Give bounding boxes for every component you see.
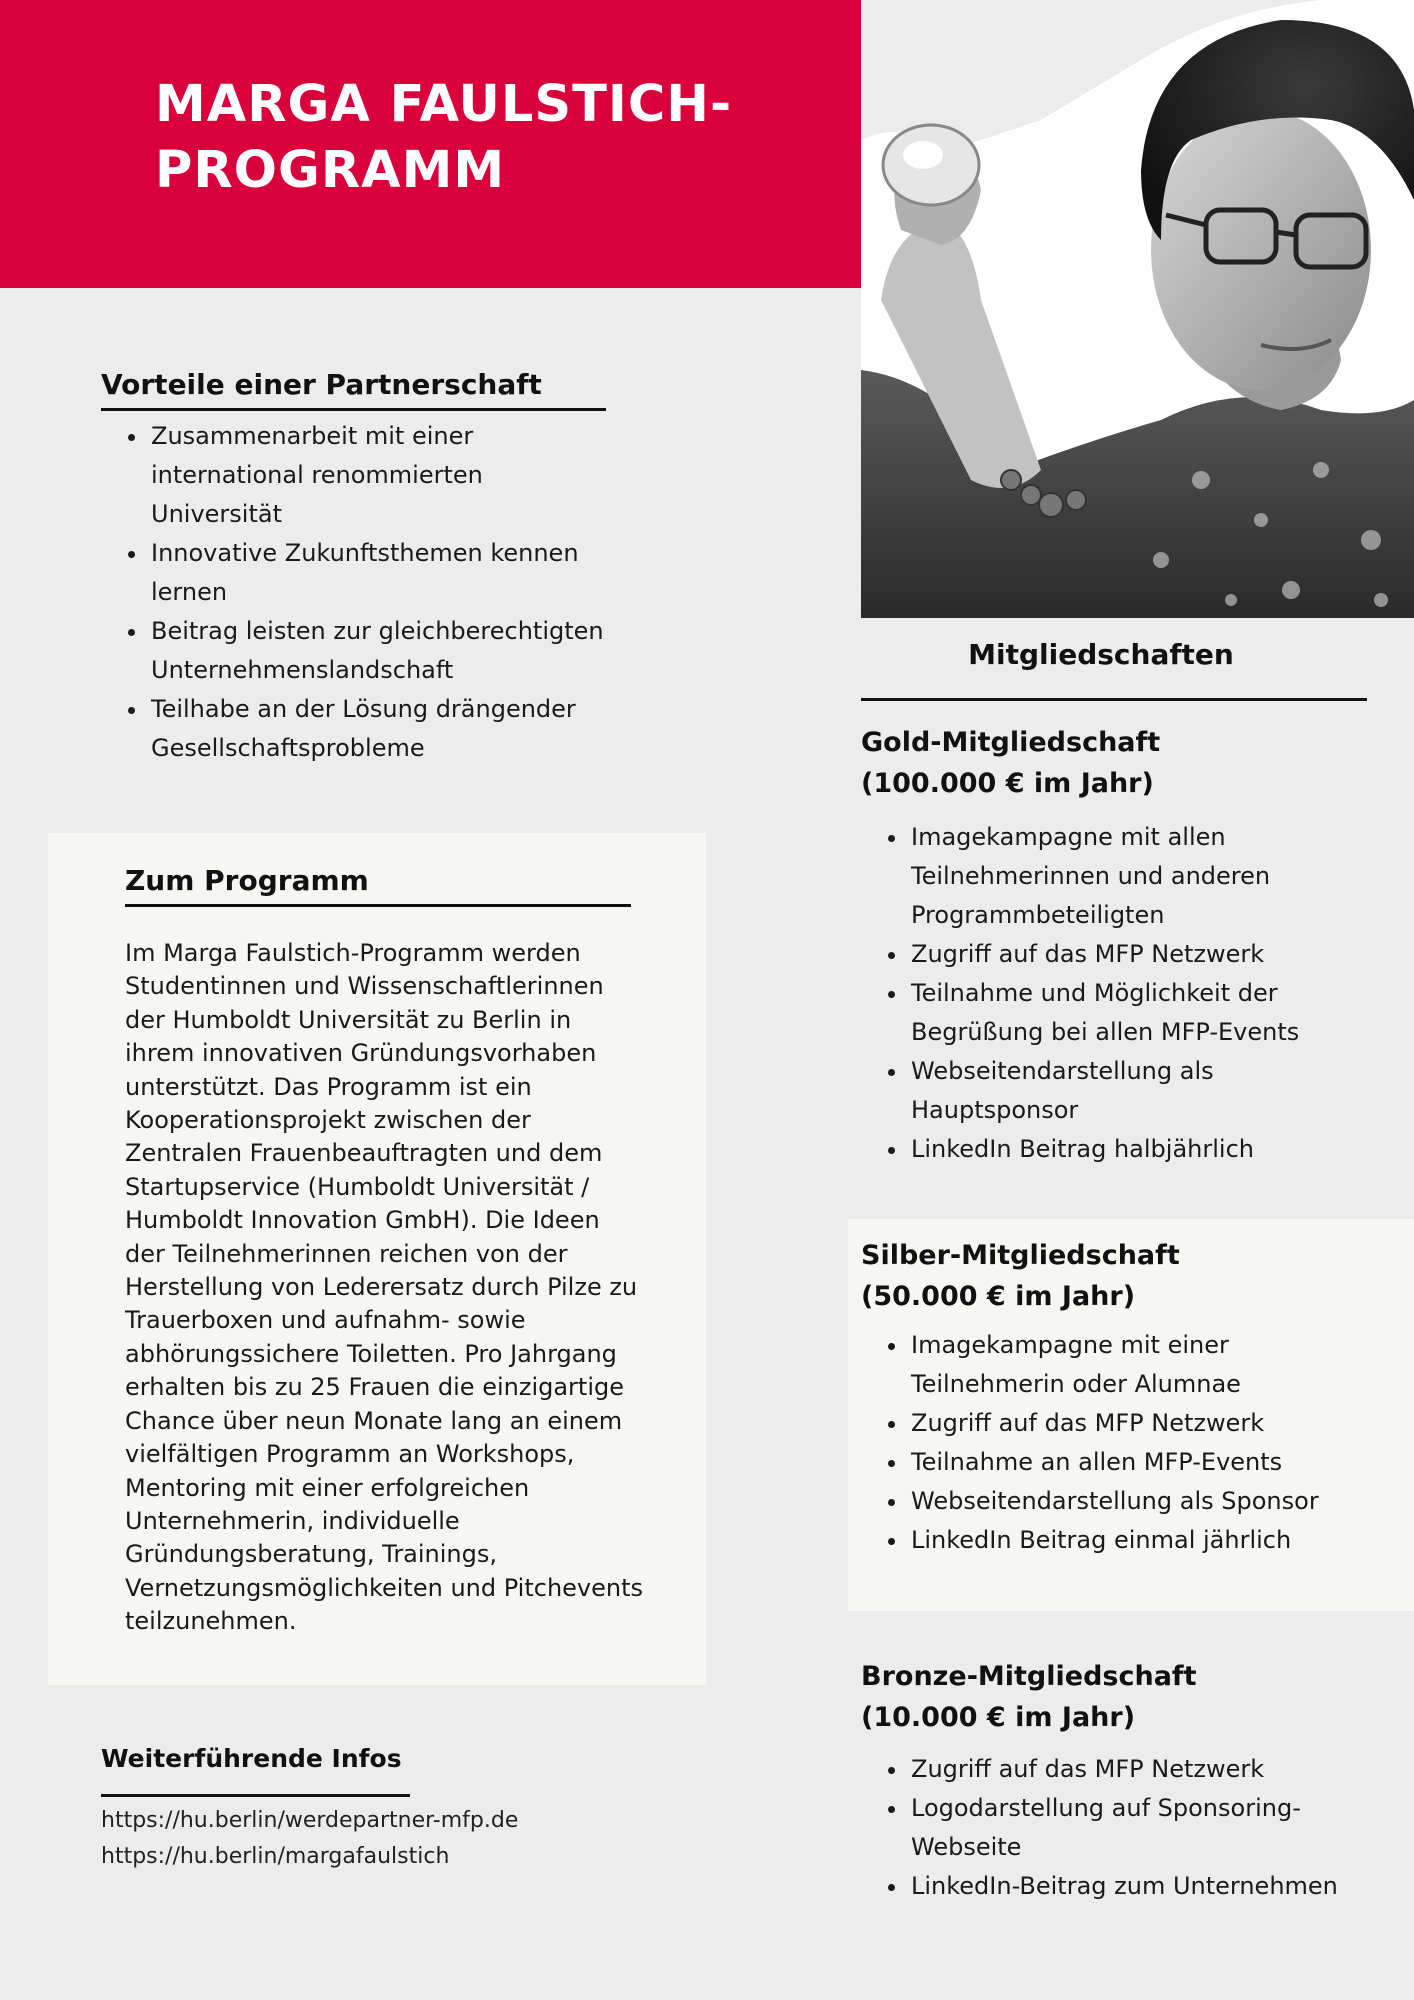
bronze-heading xyxy=(861,1656,1197,1738)
info-link[interactable]: https://hu.berlin/margafaulstich xyxy=(101,1844,450,1869)
list-item: • Teilhabe an der Lösung drängender Gesellschaftsprobleme xyxy=(149,690,621,768)
list-item: • Teilnahme und Möglichkeit der Begrüßung bei allen MFP-Events xyxy=(909,974,1381,1052)
infos-heading: Weiterführende Infos xyxy=(101,1744,402,1773)
list-item: • Beitrag leisten zur gleichberechtigten Unternehmenslandschaft xyxy=(149,612,621,690)
portrait-illustration xyxy=(861,0,1414,618)
title-line-2: PROGRAMM xyxy=(155,141,506,200)
list-item: • Innovative Zukunftsthemen kennen lernen xyxy=(149,534,621,612)
bronze-price: (10.000 € im Jahr) xyxy=(861,1702,1136,1733)
gold-benefits xyxy=(861,818,1381,1169)
gold-name: Gold-Mitgliedschaft xyxy=(861,727,1161,758)
gold-heading xyxy=(861,722,1160,804)
info-links xyxy=(101,1803,518,1875)
list-item: • Zugriff auf das MFP Netzwerk xyxy=(909,935,1381,974)
bronze-benefits xyxy=(861,1750,1381,1906)
vorteile-rule xyxy=(101,408,606,411)
list-item: • LinkedIn Beitrag einmal jährlich xyxy=(909,1521,1381,1560)
silber-heading xyxy=(861,1235,1180,1317)
silber-price: (50.000 € im Jahr) xyxy=(861,1281,1136,1312)
list-item: • Imagekampagne mit allen Teilnehmerinnen und anderen Programmbeteiligten xyxy=(909,818,1381,935)
bronze-name: Bronze-Mitgliedschaft xyxy=(861,1661,1197,1692)
portrait-photo xyxy=(861,0,1414,618)
list-item: • Zusammenarbeit mit einer international renommierten Universität xyxy=(149,417,621,534)
vorteile-heading: Vorteile einer Partnerschaft xyxy=(101,368,542,401)
list-item: • LinkedIn-Beitrag zum Unternehmen xyxy=(909,1867,1381,1906)
list-item: • Webseitendarstellung als Hauptsponsor xyxy=(909,1052,1381,1130)
list-item: • Webseitendarstellung als Sponsor xyxy=(909,1482,1381,1521)
mitgliedschaften-heading: Mitgliedschaften xyxy=(968,638,1234,671)
gold-price: (100.000 € im Jahr) xyxy=(861,768,1154,799)
list-item: • Zugriff auf das MFP Netzwerk xyxy=(909,1750,1381,1789)
silber-name: Silber-Mitgliedschaft xyxy=(861,1240,1180,1271)
title-line-1: MARGA FAULSTICH- xyxy=(155,75,733,134)
infos-rule xyxy=(101,1794,410,1797)
list-item: • Logodarstellung auf Sponsoring-Webseite xyxy=(909,1789,1381,1867)
programm-text: Im Marga Faulstich-Programm werden Studentinnen und Wissenschaftlerinnen der Humboldt Universität zu Berlin in ihrem innovativen Gründungsvorhaben unterstützt. Das Programm ist ein Kooperationsprojekt zwischen der Zentralen Frauenbeauftragten und dem Startupservice (Humboldt Universität / Humboldt Innovation GmbH). Die Ideen der Teilnehmerinnen reichen von der Herstellung von Lederersatz durch Pilze zu Trauerboxen und aufnahm- sowie abhörungssichere Toiletten. Pro Jahrgang erhalten bis zu 25 Frauen die einzigartige Chance über neun Monate lang an einem vielfältigen Programm an Workshops, Mentoring mit einer erfolgreichen Unternehmerin, individuelle Gründungsberatung, Trainings, Vernetzungsmöglichkeiten und Pitchevents teilzunehmen. xyxy=(125,939,644,1636)
info-link[interactable]: https://hu.berlin/werdepartner-mfp.de xyxy=(101,1808,519,1833)
list-item: • Zugriff auf das MFP Netzwerk xyxy=(909,1404,1381,1443)
list-item: • Teilnahme an allen MFP-Events xyxy=(909,1443,1381,1482)
silber-benefits xyxy=(861,1326,1381,1560)
page-title xyxy=(155,72,815,204)
programm-rule xyxy=(125,904,631,907)
vorteile-list xyxy=(101,417,621,768)
list-item: • LinkedIn Beitrag halbjährlich xyxy=(909,1130,1381,1169)
programm-heading: Zum Programm xyxy=(125,864,369,897)
mitgliedschaften-rule xyxy=(861,698,1367,701)
list-item: • Imagekampagne mit einer Teilnehmerin oder Alumnae xyxy=(909,1326,1381,1404)
